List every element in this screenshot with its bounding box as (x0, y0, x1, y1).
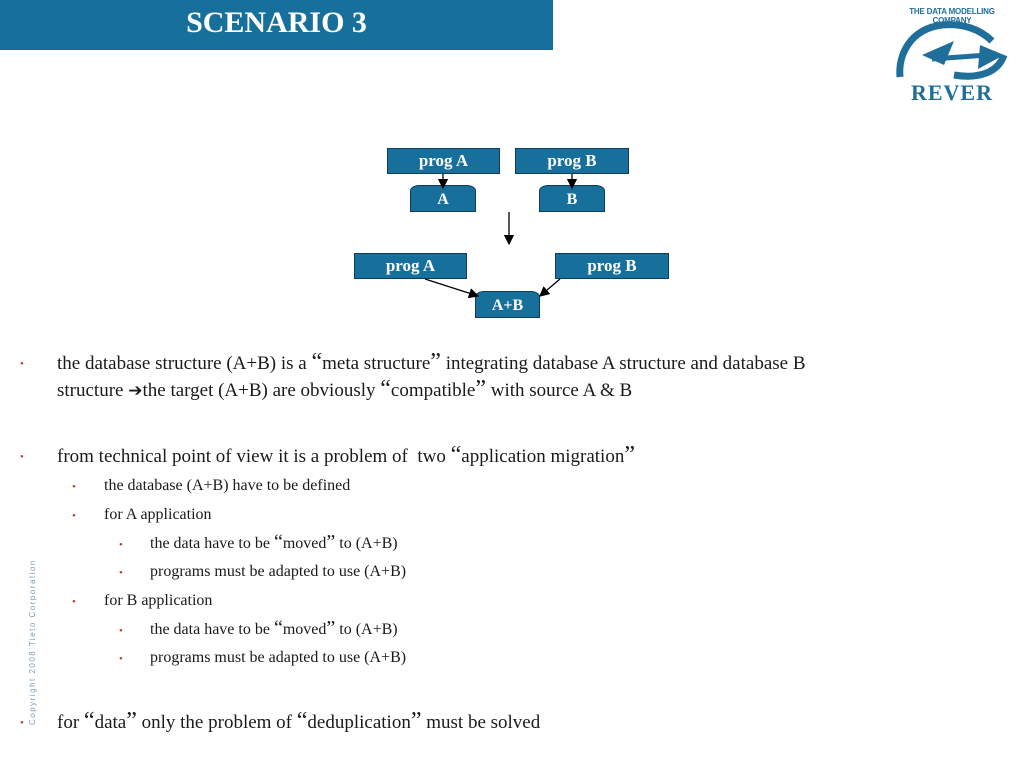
sub-sub-bullet-dot: • (119, 567, 123, 579)
open-quote: “ (296, 708, 308, 734)
text: only the problem of (136, 712, 297, 733)
prog-b-box-top: prog B (515, 148, 629, 174)
open-quote: “ (311, 349, 323, 375)
bullet-1-line-2 (57, 377, 632, 405)
bullet-dot: • (20, 717, 24, 729)
bullet-2 (57, 443, 635, 470)
open-quote: “ (273, 531, 283, 553)
close-quote: ” (430, 349, 441, 375)
sub-bullet-2: for A application (104, 506, 212, 523)
text: to (A+B) (335, 535, 398, 552)
text: the database structure (A+B) is a (57, 353, 312, 374)
text: compatible (390, 380, 476, 401)
open-quote: “ (83, 708, 95, 734)
page-title: SCENARIO 3 (186, 6, 367, 39)
close-quote: ” (410, 708, 422, 734)
sub-sub-bullet-3a (150, 619, 398, 641)
open-quote: “ (380, 376, 391, 402)
sub-sub-bullet-dot: • (119, 625, 123, 637)
text: integrating database A structure and database B (440, 353, 806, 374)
open-quote: “ (450, 442, 462, 468)
open-quote: “ (273, 617, 283, 639)
sub-bullet-dot: • (72, 510, 76, 522)
prog-a-box-bottom: prog A (354, 253, 467, 279)
text: moved (282, 535, 327, 552)
text: from technical point of view it is a problem of two (57, 446, 451, 467)
text: deduplication (307, 712, 411, 733)
sub-bullet-dot: • (72, 596, 76, 608)
text: meta structure (322, 353, 431, 374)
text: application migration (461, 446, 625, 467)
bullet-dot: • (20, 358, 24, 370)
close-quote: ” (624, 442, 635, 468)
close-quote: ” (326, 617, 336, 639)
close-quote: ” (475, 376, 486, 402)
text: the data have to be (150, 621, 274, 638)
database-ab: A+B (475, 291, 540, 318)
sub-bullet-1: the database (A+B) have to be defined (104, 477, 351, 494)
bullet-3 (57, 709, 540, 736)
text: to (A+B) (335, 621, 398, 638)
bullet-1-line-1 (57, 350, 806, 377)
copyright-vertical: Copyright 2008 Tieto Corporation (28, 559, 37, 725)
right-arrow-icon: ➔ (128, 381, 143, 401)
sub-bullet-3: for B application (104, 592, 213, 609)
text: with source A & B (486, 380, 633, 401)
logo-wordmark: REVER (910, 80, 993, 105)
text: the data have to be (150, 535, 274, 552)
logo-company-text: THE DATA MODELLING COMPANY (909, 7, 995, 25)
sub-sub-bullet-2a (150, 533, 398, 555)
prog-b-box-bottom: prog B (555, 253, 669, 279)
sub-sub-bullet-2b: programs must be adapted to use (A+B) (150, 563, 407, 580)
sub-sub-bullet-dot: • (119, 539, 123, 551)
database-a: A (410, 185, 476, 212)
text: moved (282, 621, 327, 638)
prog-a-box-top: prog A (387, 148, 500, 174)
bullet-dot: • (20, 451, 24, 463)
sub-sub-bullet-dot: • (119, 653, 123, 665)
text: for (57, 712, 84, 733)
database-b: B (539, 185, 605, 212)
sub-bullet-dot: • (72, 481, 76, 493)
text: structure (57, 380, 129, 401)
close-quote: ” (126, 708, 137, 734)
close-quote: ” (326, 531, 336, 553)
text: the target (A+B) are obviously (142, 380, 381, 401)
text: data (94, 712, 127, 733)
text: must be solved (421, 712, 541, 733)
sub-sub-bullet-3b: programs must be adapted to use (A+B) (150, 649, 407, 666)
